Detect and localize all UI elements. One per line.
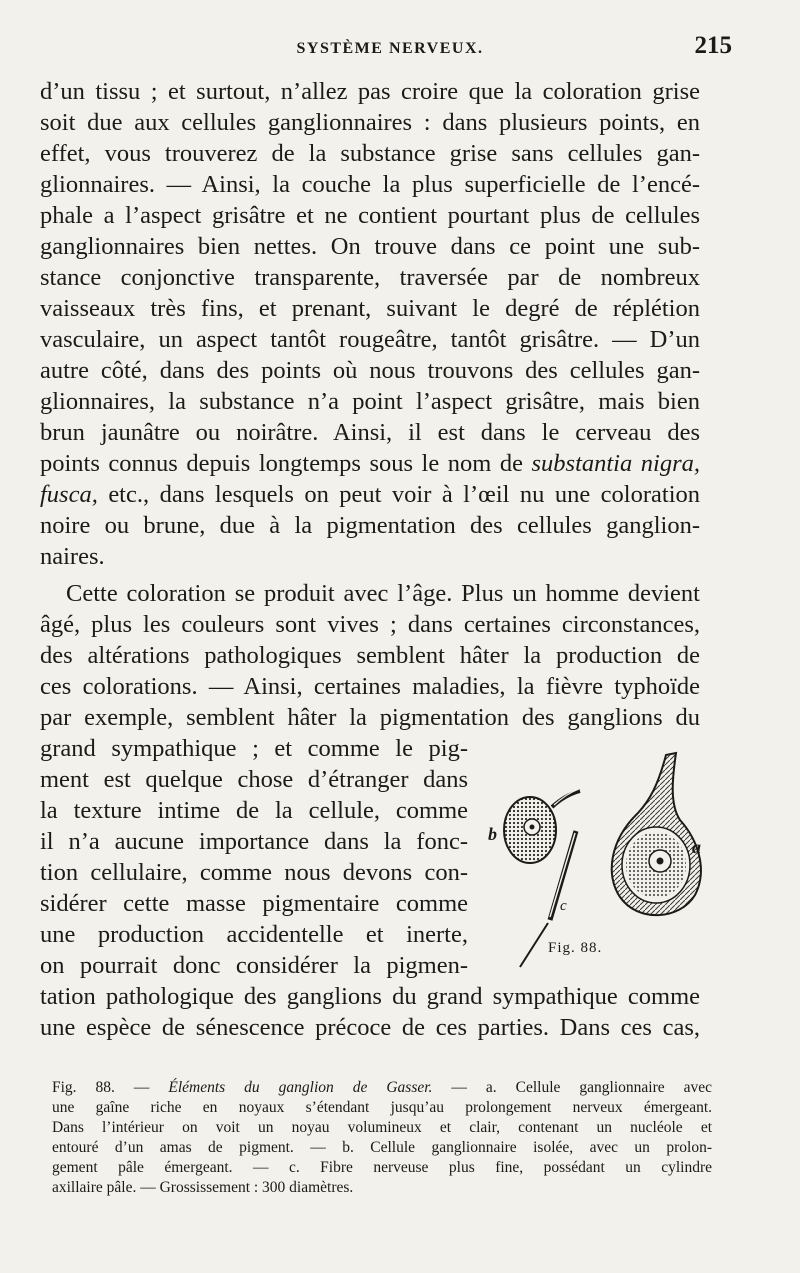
italic-term: substantia nigra,	[531, 450, 700, 477]
figure-letter-b: b	[488, 824, 497, 844]
text-line: tion cellulaire, comme nous devons con-	[40, 859, 468, 886]
text-line	[40, 479, 700, 510]
text-line: une production accidentelle et inerte,	[40, 921, 468, 948]
figure-letter-c: c	[560, 898, 567, 914]
caption-text: — a. Cellule ganglionnaire avec	[451, 1079, 712, 1096]
text-line: âgé, plus les couleurs sont vives ; dans certaines circonstances,	[40, 611, 700, 638]
ganglion-cell-a	[612, 753, 701, 915]
text-line: ment est quelque chose d’étranger dans	[40, 766, 468, 793]
caption-line: axillaire pâle. — Grossissement : 300 diamètres.	[52, 1179, 354, 1196]
text-line: autre côté, dans des points où nous trouvons des cellules gan-	[40, 357, 700, 384]
text-line: on pourrait donc considérer la pigmen-	[40, 952, 468, 979]
text-line: brun jaunâtre ou noirâtre. Ainsi, il est dans le cerveau des	[40, 419, 700, 446]
caption-prefix: Fig. 88. —	[52, 1079, 150, 1096]
text-line: ganglionnaires bien nettes. On trouve dans ce point une sub-	[40, 233, 700, 260]
text-line: naires.	[40, 543, 105, 570]
text-line: glionnaires. — Ainsi, la couche la plus superficielle de l’encé-	[40, 171, 700, 198]
figure-88-illustration	[480, 745, 710, 970]
caption-line: Dans l’intérieur on voit un noyau volumineux et clair, contenant un nucléole et	[52, 1119, 712, 1136]
text-line: effet, vous trouverez de la substance grise sans cellules gan-	[40, 140, 700, 167]
text-line: une espèce de sénescence précoce de ces parties. Dans ces cas,	[40, 1014, 700, 1041]
figure-label: Fig. 88.	[548, 940, 603, 956]
text-line: sidérer cette masse pigmentaire comme	[40, 890, 468, 917]
text-line: d’un tissu ; et surtout, n’allez pas croire que la coloration grise	[40, 78, 700, 105]
text-line: la texture intime de la cellule, comme	[40, 797, 468, 824]
text-run: points connus depuis longtemps sous le nom de	[40, 450, 523, 477]
text-line: Cette coloration se produit avec l’âge. Plus un homme devient	[66, 580, 700, 607]
text-line: phale a l’aspect grisâtre et ne contient pourtant plus de cellules	[40, 202, 700, 229]
caption-line: entouré d’un amas de pigment. — b. Cellule ganglionnaire isolée, avec un prolon-	[52, 1139, 712, 1156]
italic-term: fusca,	[40, 481, 98, 508]
text-line: vasculaire, un aspect tantôt rougeâtre, tantôt grisâtre. — D’un	[40, 326, 700, 353]
text-line: des altérations pathologiques semblent hâter la production de	[40, 642, 700, 669]
text-line: grand sympathique ; et comme le pig-	[40, 735, 468, 762]
text-line: par exemple, semblent hâter la pigmentation des ganglions du	[40, 704, 700, 731]
text-line: ces colorations. — Ainsi, certaines maladies, la fièvre typhoïde	[40, 673, 700, 700]
text-line: vaisseaux très fins, et prenant, suivant le degré de réplétion	[40, 295, 700, 322]
running-title: SYSTÈME NERVEUX.	[296, 40, 484, 57]
caption-line	[52, 1078, 712, 1098]
page-header	[40, 30, 740, 66]
text-line: glionnaires, la substance n’a point l’aspect grisâtre, mais bien	[40, 388, 700, 415]
caption-line: gement pâle émergeant. — c. Fibre nerveuse plus fine, possédant un cylindre	[52, 1159, 712, 1176]
text-line: stance conjonctive transparente, traversée par de nombreux	[40, 264, 700, 291]
page-number: 215	[694, 32, 732, 59]
text-line: tation pathologique des ganglions du grand sympathique comme	[40, 983, 700, 1010]
figure-letter-a: a	[692, 837, 701, 857]
text-run: etc., dans lesquels on peut voir à l’œil nu une coloration	[108, 481, 700, 508]
text-line: soit due aux cellules ganglionnaires : dans plusieurs points, en	[40, 109, 700, 136]
caption-title: Éléments du ganglion de Gasser.	[168, 1079, 433, 1096]
text-line: il n’a aucune importance dans la fonc-	[40, 828, 468, 855]
caption-line: une gaîne riche en noyaux s’étendant jusqu’au prolongement nerveux émergeant.	[52, 1099, 712, 1116]
text-line: noire ou brune, due à la pigmentation des cellules ganglion-	[40, 512, 700, 539]
text-line	[40, 448, 700, 479]
